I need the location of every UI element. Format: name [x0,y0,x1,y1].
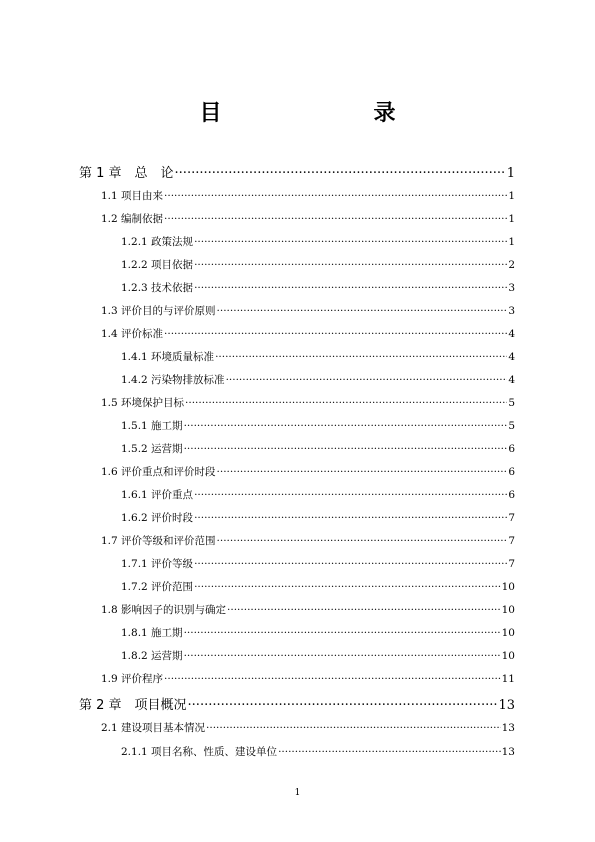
toc-entry-label: 1.4.1 环境质量标准 [121,351,215,363]
toc-entry-page: 10 [501,581,515,593]
toc-entry-page: 7 [508,512,515,524]
toc-entry-label: 1.2.2 项目依据 [121,259,194,271]
toc-entry[interactable] [121,510,515,525]
toc-entry[interactable] [121,625,515,640]
toc-entry-label: 1.2.3 技术依据 [121,282,194,294]
toc-entry-page: 6 [508,443,515,455]
toc-entry[interactable] [121,648,515,663]
toc-entry[interactable] [121,487,515,502]
toc-leader-dots [184,626,501,637]
toc-entry-label: 1.8.1 施工期 [121,627,183,639]
toc-entry-label: 1.5 环境保护目标 [101,397,185,409]
toc-entry-page: 1 [508,236,515,248]
toc-entry-label: 1.6 评价重点和评价时段 [101,466,216,478]
toc-leader-dots [217,465,508,476]
toc-entry-label: 1.4.2 污染物排放标准 [121,374,225,386]
toc-entry-page: 13 [501,746,515,758]
toc-entry[interactable] [101,326,515,341]
toc-entry-page: 5 [508,397,515,409]
toc-entry-page: 3 [508,305,515,317]
toc-entry[interactable] [121,372,515,387]
toc-entry[interactable] [121,349,515,364]
toc-entry-page: 1 [508,213,515,225]
toc-entry-label: 1.7.1 评价等级 [121,558,194,570]
toc-entry[interactable] [101,395,515,410]
toc-leader-dots [184,649,501,660]
toc-entry-label: 1.7.2 评价范围 [121,581,194,593]
toc-leader-dots [226,373,508,384]
toc-leader-dots [184,419,508,430]
toc-entry-label: 1.2 编制依据 [101,213,164,225]
toc-entry-label: 第 2 章 项目概况 [79,698,187,713]
toc-entry[interactable] [101,602,515,617]
toc-entry-page: 1 [508,190,515,202]
toc-entry-page: 3 [508,282,515,294]
toc-entry-label: 1.8.2 运营期 [121,650,183,662]
toc-leader-dots [194,281,507,292]
toc-leader-dots [278,745,501,756]
toc-entry[interactable] [121,234,515,249]
toc-entry-label: 1.7 评价等级和评价范围 [101,535,216,547]
toc-entry-page: 5 [508,420,515,432]
toc-leader-dots [206,721,501,732]
toc-entry-label: 1.6.2 评价时段 [121,512,194,524]
toc-entry-label: 1.4 评价标准 [101,328,164,340]
page-number: 1 [294,788,301,798]
toc-entry[interactable] [101,188,515,203]
toc-entry[interactable] [101,464,515,479]
toc-leader-dots [194,511,507,522]
toc-entry-page: 11 [501,673,515,685]
toc-entry[interactable] [101,211,515,226]
toc-leader-dots [164,212,507,223]
toc-leader-dots [164,189,507,200]
toc-entry-page: 4 [508,328,515,340]
toc-entry[interactable] [101,720,515,735]
toc-entry-page: 7 [508,535,515,547]
toc-entry-label: 1.6.1 评价重点 [121,489,194,501]
toc-entry-page: 4 [508,374,515,386]
toc-leader-dots [194,235,507,246]
toc-leader-dots [175,164,506,177]
toc-entry-page: 1 [506,166,515,181]
toc-entry-page: 10 [501,604,515,616]
toc-entry[interactable] [101,671,515,686]
toc-leader-dots [164,327,507,338]
toc-entry-label: 1.5.1 施工期 [121,420,183,432]
toc-entry-label: 1.9 评价程序 [101,673,164,685]
toc-entry[interactable] [121,579,515,594]
toc-leader-dots [188,696,498,709]
toc-entry[interactable] [121,441,515,456]
toc-entry-label: 第 1 章 总 论 [79,166,174,181]
toc-leader-dots [185,396,507,407]
toc-entry[interactable] [121,744,515,759]
toc-leader-dots [194,488,507,499]
toc-leader-dots [184,442,508,453]
toc-entry[interactable] [101,303,515,318]
toc-entry[interactable] [121,257,515,272]
toc-leader-dots [164,672,501,683]
toc-entry-page: 4 [508,351,515,363]
toc-leader-dots [217,304,508,315]
toc-leader-dots [217,534,508,545]
toc-leader-dots [215,350,507,361]
toc-entry[interactable] [121,280,515,295]
toc-entry[interactable] [79,162,515,181]
toc-leader-dots [194,580,501,591]
toc-entry-label: 2.1.1 项目名称、性质、建设单位 [121,746,278,758]
toc-entry[interactable] [101,533,515,548]
toc-entry-label: 1.3 评价目的与评价原则 [101,305,216,317]
toc-entry-label: 1.5.2 运营期 [121,443,183,455]
toc-entry-page: 13 [501,722,515,734]
toc-entry-page: 13 [498,698,515,713]
toc-entry[interactable] [79,694,515,713]
toc-entry-page: 10 [501,650,515,662]
toc-entry-label: 1.8 影响因子的识别与确定 [101,604,227,616]
toc-entry-label: 1.2.1 政策法规 [121,236,194,248]
toc-entry-label: 1.1 项目由来 [101,190,164,202]
toc-title: 目 录 [199,101,432,126]
toc-leader-dots [227,603,501,614]
toc-entry-page: 6 [508,489,515,501]
toc-entry[interactable] [121,556,515,571]
toc-entry-page: 2 [508,259,515,271]
toc-leader-dots [194,258,507,269]
toc-entry-page: 6 [508,466,515,478]
toc-entry-label: 2.1 建设项目基本情况 [101,722,206,734]
toc-entry-page: 10 [501,627,515,639]
toc-entry-page: 7 [508,558,515,570]
toc-leader-dots [194,557,507,568]
toc-entry[interactable] [121,418,515,433]
